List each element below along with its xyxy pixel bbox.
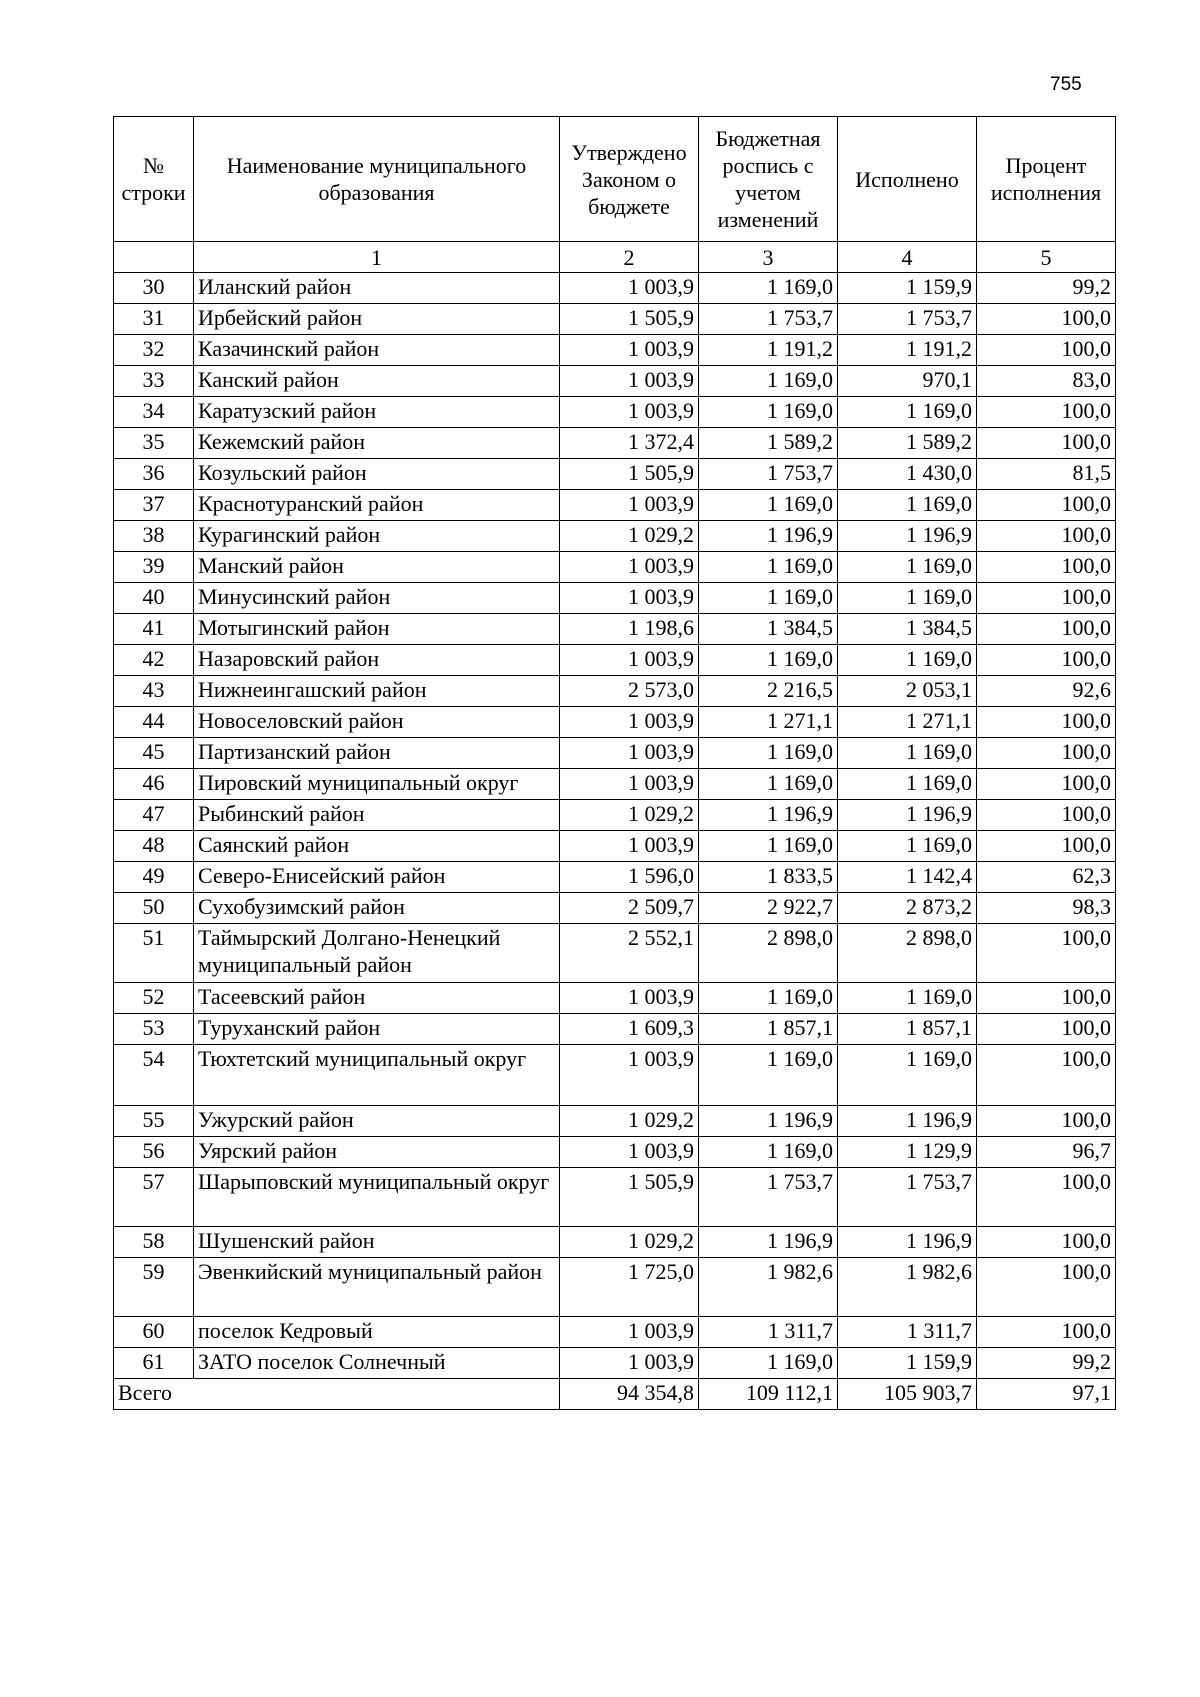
executed-value: 1 982,6 [838,1258,977,1317]
municipality-name: Тюхтетский муниципальный округ [194,1045,560,1106]
executed-value: 1 169,0 [838,738,977,769]
executed-value: 1 169,0 [838,552,977,583]
row-number: 44 [114,707,194,738]
row-number: 37 [114,490,194,521]
schedule-value: 1 311,7 [699,1317,838,1348]
executed-value: 1 196,9 [838,800,977,831]
executed-value: 1 384,5 [838,614,977,645]
header-municipality-name: Наименование муниципального образования [194,117,560,242]
executed-value: 2 898,0 [838,924,977,983]
row-number: 53 [114,1014,194,1045]
total-schedule: 109 112,1 [699,1379,838,1410]
executed-value: 2 873,2 [838,893,977,924]
approved-value: 1 003,9 [560,397,699,428]
header-approved: Утверждено Законом о бюджете [560,117,699,242]
percent-value: 100,0 [977,614,1116,645]
schedule-value: 1 169,0 [699,366,838,397]
approved-value: 1 003,9 [560,1137,699,1168]
column-number: 4 [838,242,977,273]
percent-value: 100,0 [977,738,1116,769]
table-row [114,397,1116,428]
schedule-value: 1 271,1 [699,707,838,738]
header-budget-schedule: Бюджетная роспись с учетом изменений [699,117,838,242]
approved-value: 1 029,2 [560,1227,699,1258]
percent-value: 100,0 [977,428,1116,459]
table-row [114,459,1116,490]
row-number: 32 [114,335,194,366]
schedule-value: 1 169,0 [699,397,838,428]
table-row [114,583,1116,614]
total-percent: 97,1 [977,1379,1116,1410]
executed-value: 1 430,0 [838,459,977,490]
executed-value: 1 753,7 [838,304,977,335]
table-row [114,1258,1116,1317]
municipality-name: Туруханский район [194,1014,560,1045]
municipality-name: Курагинский район [194,521,560,552]
row-number: 42 [114,645,194,676]
percent-value: 100,0 [977,1045,1116,1106]
total-label: Всего [114,1379,560,1410]
row-number: 43 [114,676,194,707]
schedule-value: 1 169,0 [699,738,838,769]
approved-value: 1 029,2 [560,521,699,552]
row-number: 47 [114,800,194,831]
municipality-name: Шушенский район [194,1227,560,1258]
municipality-name: Эвенкийский муниципальный район [194,1258,560,1317]
municipality-name: Ужурский район [194,1106,560,1137]
percent-value: 100,0 [977,552,1116,583]
percent-value: 100,0 [977,521,1116,552]
municipality-name: Канский район [194,366,560,397]
executed-value: 1 169,0 [838,645,977,676]
municipality-name: Пировский муниципальный округ [194,769,560,800]
column-number-row [114,242,1116,273]
row-number: 54 [114,1045,194,1106]
percent-value: 92,6 [977,676,1116,707]
schedule-value: 1 196,9 [699,800,838,831]
approved-value: 1 003,9 [560,490,699,521]
executed-value: 1 159,9 [838,273,977,304]
executed-value: 1 271,1 [838,707,977,738]
municipality-name: Шарыповский муниципальный округ [194,1168,560,1227]
row-number: 36 [114,459,194,490]
row-number: 45 [114,738,194,769]
row-number: 34 [114,397,194,428]
percent-value: 99,2 [977,1348,1116,1379]
table-row [114,614,1116,645]
municipality-name: Мотыгинский район [194,614,560,645]
approved-value: 1 198,6 [560,614,699,645]
approved-value: 2 573,0 [560,676,699,707]
table-row [114,893,1116,924]
approved-value: 2 509,7 [560,893,699,924]
percent-value: 100,0 [977,304,1116,335]
percent-value: 81,5 [977,459,1116,490]
table-row [114,1348,1116,1379]
row-number: 35 [114,428,194,459]
approved-value: 1 003,9 [560,583,699,614]
approved-value: 1 609,3 [560,1014,699,1045]
total-executed: 105 903,7 [838,1379,977,1410]
table-row [114,1168,1116,1227]
percent-value: 100,0 [977,397,1116,428]
executed-value: 2 053,1 [838,676,977,707]
approved-value: 1 003,9 [560,707,699,738]
percent-value: 100,0 [977,800,1116,831]
executed-value: 1 196,9 [838,1227,977,1258]
approved-value: 1 003,9 [560,273,699,304]
table-row [114,645,1116,676]
percent-value: 100,0 [977,769,1116,800]
schedule-value: 1 169,0 [699,273,838,304]
municipality-name: Рыбинский район [194,800,560,831]
approved-value: 1 003,9 [560,552,699,583]
schedule-value: 1 169,0 [699,831,838,862]
schedule-value: 2 216,5 [699,676,838,707]
municipality-name: Казачинский район [194,335,560,366]
municipality-name: Краснотуранский район [194,490,560,521]
schedule-value: 1 384,5 [699,614,838,645]
table-row [114,335,1116,366]
budget-table [113,116,1116,1410]
executed-value: 1 196,9 [838,1106,977,1137]
percent-value: 100,0 [977,335,1116,366]
percent-value: 100,0 [977,583,1116,614]
schedule-value: 1 169,0 [699,583,838,614]
percent-value: 100,0 [977,707,1116,738]
percent-value: 100,0 [977,924,1116,983]
column-number: 5 [977,242,1116,273]
table-row [114,676,1116,707]
executed-value: 1 169,0 [838,831,977,862]
row-number: 46 [114,769,194,800]
percent-value: 100,0 [977,1258,1116,1317]
approved-value: 1 372,4 [560,428,699,459]
table-row [114,924,1116,983]
executed-value: 1 589,2 [838,428,977,459]
executed-value: 1 196,9 [838,521,977,552]
row-number: 40 [114,583,194,614]
percent-value: 100,0 [977,1227,1116,1258]
schedule-value: 1 982,6 [699,1258,838,1317]
percent-value: 100,0 [977,831,1116,862]
approved-value: 1 003,9 [560,983,699,1014]
schedule-value: 1 169,0 [699,1348,838,1379]
header-row-number: № строки [114,117,194,242]
row-number: 59 [114,1258,194,1317]
table-row [114,304,1116,335]
municipality-name: Ирбейский район [194,304,560,335]
municipality-name: Назаровский район [194,645,560,676]
executed-value: 1 169,0 [838,583,977,614]
table-row [114,1137,1116,1168]
percent-value: 96,7 [977,1137,1116,1168]
executed-value: 1 169,0 [838,983,977,1014]
row-number: 41 [114,614,194,645]
row-number: 60 [114,1317,194,1348]
executed-value: 1 129,9 [838,1137,977,1168]
approved-value: 1 725,0 [560,1258,699,1317]
table-row [114,521,1116,552]
row-number: 51 [114,924,194,983]
schedule-value: 1 169,0 [699,1137,838,1168]
table-row [114,1317,1116,1348]
approved-value: 1 505,9 [560,304,699,335]
municipality-name: Уярский район [194,1137,560,1168]
table-row [114,1106,1116,1137]
row-number: 48 [114,831,194,862]
table-row [114,769,1116,800]
percent-value: 100,0 [977,1168,1116,1227]
approved-value: 1 003,9 [560,738,699,769]
row-number: 39 [114,552,194,583]
row-number: 58 [114,1227,194,1258]
approved-value: 2 552,1 [560,924,699,983]
schedule-value: 1 196,9 [699,1106,838,1137]
percent-value: 98,3 [977,893,1116,924]
percent-value: 99,2 [977,273,1116,304]
municipality-name: Тасеевский район [194,983,560,1014]
executed-value: 1 169,0 [838,397,977,428]
schedule-value: 1 191,2 [699,335,838,366]
schedule-value: 1 753,7 [699,1168,838,1227]
total-approved: 94 354,8 [560,1379,699,1410]
schedule-value: 1 589,2 [699,428,838,459]
row-number: 31 [114,304,194,335]
executed-value: 1 169,0 [838,490,977,521]
executed-value: 1 169,0 [838,1045,977,1106]
municipality-name: ЗАТО поселок Солнечный [194,1348,560,1379]
percent-value: 100,0 [977,1014,1116,1045]
table-row [114,1014,1116,1045]
table-row [114,552,1116,583]
executed-value: 970,1 [838,366,977,397]
municipality-name: Северо-Енисейский район [194,862,560,893]
approved-value: 1 003,9 [560,1045,699,1106]
row-number: 50 [114,893,194,924]
approved-value: 1 505,9 [560,1168,699,1227]
municipality-name: Саянский район [194,831,560,862]
row-number: 30 [114,273,194,304]
approved-value: 1 596,0 [560,862,699,893]
executed-value: 1 142,4 [838,862,977,893]
schedule-value: 1 196,9 [699,521,838,552]
percent-value: 100,0 [977,983,1116,1014]
schedule-value: 1 753,7 [699,459,838,490]
approved-value: 1 029,2 [560,1106,699,1137]
municipality-name: Таймырский Долгано-Ненецкий муниципальный район [194,924,560,983]
approved-value: 1 003,9 [560,366,699,397]
row-number: 38 [114,521,194,552]
municipality-name: Минусинский район [194,583,560,614]
municipality-name: Новоселовский район [194,707,560,738]
schedule-value: 1 833,5 [699,862,838,893]
municipality-name: Каратузский район [194,397,560,428]
approved-value: 1 003,9 [560,1348,699,1379]
municipality-name: Кежемский район [194,428,560,459]
table-row [114,490,1116,521]
table-header-row [114,117,1116,242]
executed-value: 1 159,9 [838,1348,977,1379]
table-row [114,862,1116,893]
table-row [114,831,1116,862]
row-number: 55 [114,1106,194,1137]
schedule-value: 2 898,0 [699,924,838,983]
municipality-name: Манский район [194,552,560,583]
municipality-name: Нижнеингашский район [194,676,560,707]
schedule-value: 1 169,0 [699,769,838,800]
table-row [114,983,1116,1014]
approved-value: 1 003,9 [560,645,699,676]
table-row [114,707,1116,738]
approved-value: 1 003,9 [560,1317,699,1348]
column-number: 3 [699,242,838,273]
row-number: 52 [114,983,194,1014]
header-execution-percent: Процент исполнения [977,117,1116,242]
percent-value: 100,0 [977,1317,1116,1348]
schedule-value: 1 169,0 [699,1045,838,1106]
header-executed: Исполнено [838,117,977,242]
schedule-value: 1 196,9 [699,1227,838,1258]
municipality-name: поселок Кедровый [194,1317,560,1348]
executed-value: 1 191,2 [838,335,977,366]
schedule-value: 1 857,1 [699,1014,838,1045]
approved-value: 1 003,9 [560,335,699,366]
table-row [114,1045,1116,1106]
percent-value: 83,0 [977,366,1116,397]
total-row [114,1379,1116,1410]
municipality-name: Партизанский район [194,738,560,769]
approved-value: 1 029,2 [560,800,699,831]
percent-value: 100,0 [977,645,1116,676]
table-row [114,800,1116,831]
schedule-value: 2 922,7 [699,893,838,924]
schedule-value: 1 169,0 [699,645,838,676]
schedule-value: 1 753,7 [699,304,838,335]
percent-value: 62,3 [977,862,1116,893]
executed-value: 1 169,0 [838,769,977,800]
table-row [114,273,1116,304]
row-number: 49 [114,862,194,893]
page-number: 755 [1050,74,1082,95]
executed-value: 1 753,7 [838,1168,977,1227]
table-body [114,273,1116,1379]
column-number: 2 [560,242,699,273]
row-number: 57 [114,1168,194,1227]
row-number: 33 [114,366,194,397]
row-number: 56 [114,1137,194,1168]
table-row [114,1227,1116,1258]
table-row [114,428,1116,459]
schedule-value: 1 169,0 [699,490,838,521]
executed-value: 1 857,1 [838,1014,977,1045]
table-row [114,738,1116,769]
column-number [114,242,194,273]
table-row [114,366,1116,397]
executed-value: 1 311,7 [838,1317,977,1348]
column-number: 1 [194,242,560,273]
municipality-name: Козульский район [194,459,560,490]
approved-value: 1 003,9 [560,769,699,800]
row-number: 61 [114,1348,194,1379]
approved-value: 1 505,9 [560,459,699,490]
approved-value: 1 003,9 [560,831,699,862]
schedule-value: 1 169,0 [699,552,838,583]
municipality-name: Иланский район [194,273,560,304]
percent-value: 100,0 [977,490,1116,521]
municipality-name: Сухобузимский район [194,893,560,924]
percent-value: 100,0 [977,1106,1116,1137]
schedule-value: 1 169,0 [699,983,838,1014]
